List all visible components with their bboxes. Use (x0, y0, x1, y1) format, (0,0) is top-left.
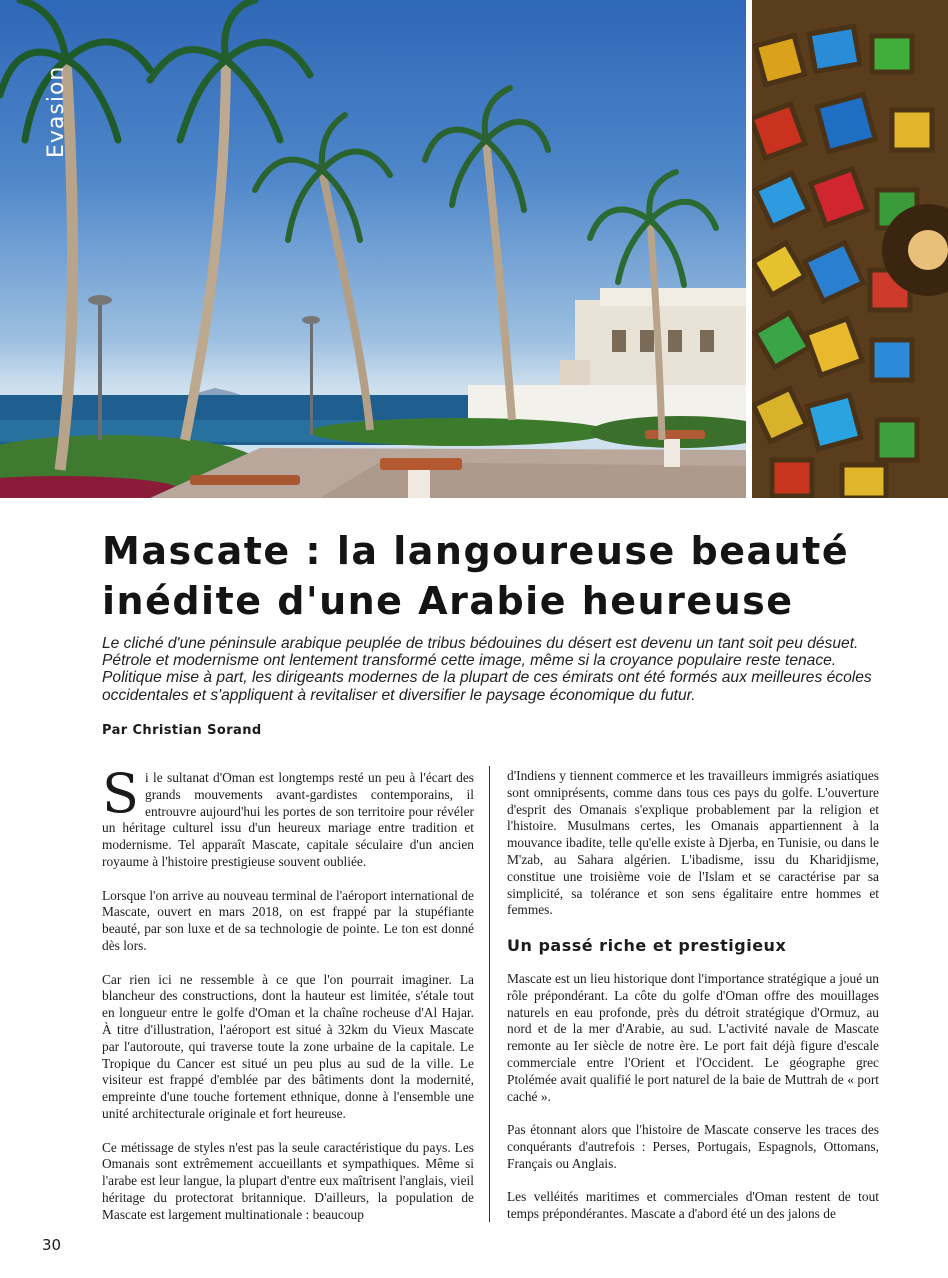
paragraph: Mascate est un lieu historique dont l'importance stratégique a joué un rôle prépondérant. La côte du golfe d'Oman offre des mouillages naturels en eau profonde, près du détroit stratégique d'Ormuz, au nord et de la mer d'Arabie, au sud. L'activité navale de Mascate remonte au Ier siècle de notre ère. Le port fait déjà figure d'escale commerciale entre l'Orient et l'Occident. Le géographe grec Ptolémée avait qualifié le port naturel de la baie de Muttrah de « port caché ». (507, 970, 879, 1104)
stained-glass-dome-photo (752, 0, 948, 498)
column-divider (489, 766, 490, 1222)
bench (190, 475, 300, 485)
drop-cap: S (102, 762, 139, 825)
paragraph: Ce métissage de styles n'est pas la seule caractéristique du pays. Les Omanais sont extrêmement accueillants et sympathiques. Même si l'arabe est leur langue, la plupart d'entre eux maîtrisent l'anglais, vieil héritage du protectorat britannique. D'ailleurs, la population de Mascate est largement multinationale : beaucoup (102, 1139, 474, 1222)
stained-glass-illustration (752, 0, 948, 498)
article-title (102, 526, 902, 626)
title-line-1: Mascate : la langoureuse beauté (102, 529, 850, 573)
building-window (640, 330, 654, 352)
table-base (408, 470, 430, 498)
left-column (102, 762, 474, 1240)
paragraph: Lorsque l'on arrive au nouveau terminal de l'aéroport international de Mascate, ouvert en mars 2018, on est frappé par la stupéfiante beauté, par son luxe et de sa technologie de pointe. Le ton est donné dès lors. (102, 887, 474, 953)
chandelier (908, 230, 948, 270)
building-window (700, 330, 714, 352)
paragraph: d'Indiens y tiennent commerce et les travailleurs immigrés asiatiques sont omniprésents, comme dans tous ces pays du golfe. L'ouverture d'esprit des Omanais s'explique probablement par la religion et l'histoire. Musulmans certes, les Omanais appartiennent à la mouvance ibadite, telle qu'elle existe à Djerba, en Tunisie, ou dans le M'zab, au Sahara algérien. L'ibadisme, issu du Kharidjisme, constitue une troisième voie de l'Islam et se caractérise par sa simplicité, sa tolérance et son sens égalitaire entre hommes et femmes. (507, 768, 879, 918)
palm-crown (0, 0, 150, 140)
round-table (380, 458, 462, 470)
right-column (507, 768, 879, 1240)
paragraph: Les velléités maritimes et commerciales d'Oman restent de tout temps prépondérantes. Mascate a d'abord été un des jalons de (507, 1189, 879, 1222)
paragraph: Car rien ici ne ressemble à ce que l'on pourrait imaginer. La blancheur des constructions, dont la hauteur est limitée, s'étale tout en longueur entre le golfe d'Oman et la chaîne rocheuse d'Al Hajar. À titre d'illustration, l'aéroport est situé à 32km du Vieux Mascate par l'autoroute, qui traverse toute la zone urbaine de la capitale. Le Tropique du Cancer est situé un peu plus au sud de la ville. Le visiteur est frappé d'emblée par des bâtiments dont la modernité, empreinte d'une touche fortement ethnique, donne à l'ensemble une unité architecturale originale et fort heureuse. (102, 971, 474, 1121)
byline: Par Christian Sorand (102, 723, 262, 738)
building-window (668, 330, 682, 352)
section-label: Evasion (44, 65, 69, 158)
table-base (664, 439, 680, 467)
building-window (612, 330, 626, 352)
paragraph: Si le sultanat d'Oman est longtemps resté un peu à l'écart des grands mouvements avant-gardistes contemporains, il entrouvre aujourd'hui les portes de son territoire pour révéler un héritage culturel issu d'un heureux mariage entre tradition et modernisme. Tel apparaît Mascate, capitale séculaire d'un ancien royaume à l'histoire prestigieuse souvent oubliée. (102, 762, 474, 869)
garden-center (310, 418, 610, 446)
title-line-2: inédite d'une Arabie heureuse (102, 579, 794, 623)
seafront-palm-trees-photo (0, 0, 746, 498)
palm-trunk (486, 140, 512, 420)
page-number: 30 (42, 1236, 62, 1254)
street-lamp (310, 320, 313, 435)
palm-trunk (322, 170, 370, 430)
lamp-head (302, 316, 320, 324)
lamp-head (88, 295, 112, 305)
street-lamp (98, 300, 102, 440)
article-lede: Le cliché d'une péninsule arabique peuplée de tribus bédouines du désert est devenu un tant soit peu désuet. Pétrole et modernisme ont lentement transformé cette image, même si la croyance populaire reste tenace. Politique mise à part, les dirigeants modernes de la plupart de ces émirats ont été formés aux meilleures écoles occidentales et s'appliquent à revitaliser et diversifier le paysage économique du futur. (102, 635, 872, 704)
paragraph: Pas étonnant alors que l'histoire de Mascate conserve les traces des conquérants d'autrefois : Perses, Portugais, Espagnols, Ottomans, Français ou Anglais. (507, 1122, 879, 1171)
section-heading: Un passé riche et prestigieux (507, 935, 787, 955)
round-table (645, 430, 705, 439)
building-roof (600, 288, 746, 306)
seafront-illustration (0, 0, 746, 498)
